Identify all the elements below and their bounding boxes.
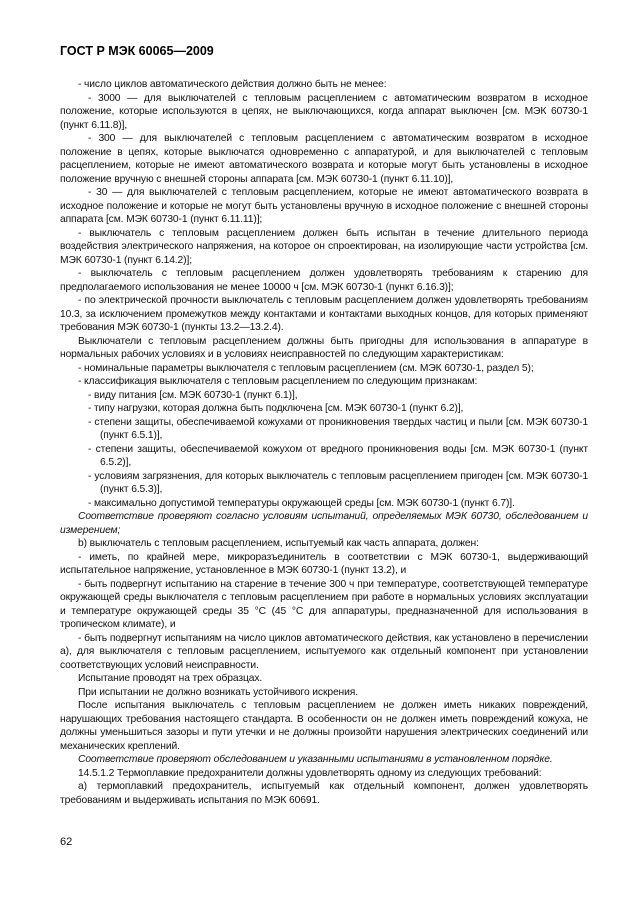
paragraph: - выключатель с тепловым расцеплением должен быть испытан в течение длительного периода воздействия электрического напряжения, на которое он спроектирован, на изолирующие части устройства [см. МЭК 60730-1 (пункт 6.14.2)]; xyxy=(60,227,588,266)
paragraph: - максимально допустимой температуры окружающей среды [см. МЭК 60730-1 (пункт 6.7)]. xyxy=(88,497,515,509)
paragraph: Соответствие проверяют согласно условиям испытаний, определяемых МЭК 60730, обследованием и измерением; xyxy=(60,511,588,536)
paragraph: - степени защиты, обеспечиваемой кожухами от проникновения твердых частиц и пыли [см. МЭК 60730-1 (пункт 6.5.1)], xyxy=(88,416,588,441)
standard-header: ГОСТ Р МЭК 60065—2009 xyxy=(60,44,214,58)
paragraph: а) термоплавкий предохранитель, испытуемый как отдельный компонент, должен удовлетворять требованиям и выдерживать испытания по МЭК 60691. xyxy=(60,781,588,806)
paragraph: - выключатель с тепловым расцеплением должен удовлетворять требованиям к старению для предполагаемого использования не менее 10000 ч [см. МЭК 60730-1 (пункт 6.16.3)]; xyxy=(60,268,588,293)
paragraph: - степени защиты, обеспечиваемой кожухом от вредного проникновения воды [см. МЭК 60730-1 (пункт 6.5.2)], xyxy=(88,443,588,468)
paragraph: Соответствие проверяют обследованием и указанными испытаниями в установленном порядке. xyxy=(78,754,553,765)
paragraph: - типу нагрузки, которая должна быть подключена [см. МЭК 60730-1 (пункт 6.2)], xyxy=(88,403,464,414)
paragraph: При испытании не должно возникать устойчивого искрения. xyxy=(78,686,358,698)
paragraph: - условиям загрязнения, для которых выключатель с тепловым расцеплением пригоден [см. МЭК 60730-1 (пункт 6.5.3)], xyxy=(88,470,588,495)
paragraph: - по электрической прочности выключатель с тепловым расцеплением должен удовлетворять требованиям 10.3, за исключением промежутков между контактами и контактами выходных концов, для которых применяют требования МЭК 60730-1 (пункты 13.2—13.2.4). xyxy=(60,295,588,333)
paragraph: - быть подвергнут испытанию на старение в течение 300 ч при температуре, соответствующей температуре окружающей среды выключателя с тепловым расцеплением при работе в нормальных условиях эксплуатации и температуре окружающей среды 35 °С (45 °С для аппаратуры, предназначенной для использования в тропическом климате), и xyxy=(60,578,588,630)
paragraph: - иметь, по крайней мере, микроразъединитель в соответствии с МЭК 60730-1, выдерживающий испытательное напряжение, установленное в МЭК 60730-1 (пункт 13.2), и xyxy=(60,551,588,576)
page-number: 62 xyxy=(60,836,73,848)
paragraph: - виду питания [см. МЭК 60730-1 (пункт 6.1)], xyxy=(88,389,298,401)
paragraph: После испытания выключатель с тепловым расцеплением не должен иметь никаких повреждений, нарушающих требования настоящего стандарта. В особенности он не должен иметь повреждений кожуха, не должны уменьшиться зазоры и пути утечки и не должны произойти нарушения электрических соединений или механических креплений. xyxy=(60,700,588,752)
paragraph: b) выключатель с тепловым расцеплением, испытуемый как часть аппарата, должен: xyxy=(78,538,479,549)
paragraph: - классификация выключателя с тепловым расцеплением по следующим признакам: xyxy=(78,376,478,387)
paragraph: - 300 — для выключателей с тепловым расцеплением с автоматическим возвратом в исходное положение в цепях, которые выключатся одновременно с аппаратурой, и для выключателей с тепловым расцеплением, которые не имеют автоматического возврата и которые могут быть установлены в исходное положение вручную с внешней стороны аппарата [см. МЭК 60730-1 (пункт 6.11.10)], xyxy=(60,133,588,185)
paragraph: Выключатели с тепловым расцеплением должны быть пригодны для использования в аппаратуре в нормальных рабочих условиях и в условиях неисправностей по следующим характеристикам: xyxy=(60,335,588,360)
paragraph: - номинальные параметры выключателя с тепловым расцеплением (см. МЭК 60730-1, раздел 5); xyxy=(78,362,534,374)
paragraph: - 3000 — для выключателей с тепловым расцеплением с автоматическим возвратом в исходное положение, которые используются в цепях, не выключающихся, когда аппарат выключен [см. МЭК 60730-1 (пункт 6.11.8)], xyxy=(60,92,588,131)
paragraph: - 30 — для выключателей с тепловым расцеплением, которые не имеют автоматического возврата в исходное положение и которые не могут быть установлены вручную в исходное положение с внешней стороны аппарата [см. МЭК 60730-1 (пункт 6.11.11)]; xyxy=(60,187,588,225)
paragraph: - быть подвергнут испытаниям на число циклов автоматического действия, как установлено в перечислении а), для выключателя с тепловым расцеплением, испытуемого как отдельный компонент при установлении соответствующих условий неисправности. xyxy=(60,632,588,671)
paragraph: - число циклов автоматического действия должно быть не менее: xyxy=(78,79,387,90)
paragraph: 14.5.1.2 Термоплавкие предохранители должны удовлетворять одному из следующих требований: xyxy=(78,767,542,779)
paragraph: Испытание проводят на трех образцах. xyxy=(78,673,263,684)
body-text xyxy=(60,78,588,807)
